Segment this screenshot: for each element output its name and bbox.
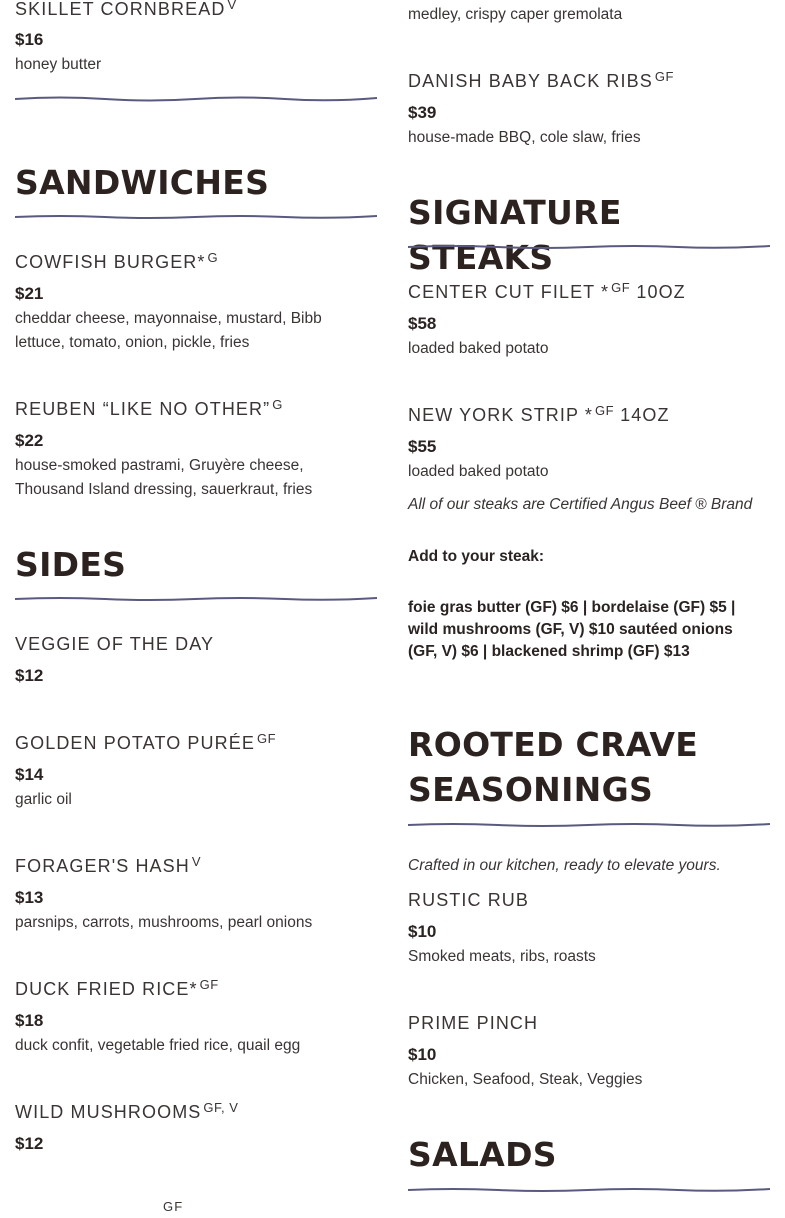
section-divider	[15, 95, 377, 103]
item-price-golden-potato-puree: $14	[15, 765, 44, 784]
item-name-prime-pinch: PRIME PINCH	[408, 1013, 539, 1033]
add-to-steak-label: Add to your steak:	[408, 548, 545, 565]
item-price-veggie-of-the-day: $12	[15, 666, 44, 685]
item-price-rustic-rub: $10	[408, 922, 437, 941]
item-name-danish-baby-back-ribs: DANISH BABY BACK RIBS $^{GF}$	[408, 69, 674, 91]
section-divider	[408, 821, 770, 829]
section-title-sandwiches: SANDWICHES	[15, 163, 270, 202]
section-title-salads: SALADS	[408, 1135, 557, 1174]
item-price-cowfish-burger: $21	[15, 284, 44, 303]
section-title-rooted-crave-seasonings: ROOTED CRAVE SEASONINGS	[408, 725, 699, 809]
item-name-wild-mushrooms: WILD MUSHROOMS $^{GF, V}$	[15, 1100, 239, 1122]
item-desc-new-york-strip: loaded baked potato	[408, 463, 549, 480]
item-desc-foragers-hash: parsnips, carrots, mushrooms, pearl onions	[15, 914, 313, 931]
item-desc-reuben: house-smoked pastrami, Gruyère cheese, Thousand Island dressing, sauerkraut, fries	[15, 457, 313, 498]
item-price-new-york-strip: $55	[408, 437, 437, 456]
section-title-sides: SIDES	[15, 545, 127, 584]
item-price-center-cut-filet: $58	[408, 314, 437, 333]
item-price-skillet-cornbread: $16	[15, 30, 44, 49]
item-desc-prime-pinch: Chicken, Seafood, Steak, Veggies	[408, 1071, 643, 1088]
section-divider	[408, 1186, 770, 1194]
item-name-reuben: REUBEN “LIKE NO OTHER” $^G$	[15, 397, 283, 419]
section-divider	[15, 213, 377, 221]
item-desc-cutoff-top: medley, crispy caper gremolata	[408, 6, 623, 23]
item-price-prime-pinch: $10	[408, 1045, 437, 1064]
item-desc-skillet-cornbread: honey butter	[15, 56, 102, 73]
item-name-skillet-cornbread: SKILLET CORNBREAD $^V$	[15, 0, 237, 19]
steak-angus-note: All of our steaks are Certified Angus Beef ® Brand	[408, 496, 753, 513]
item-name-duck-fried-rice: DUCK FRIED RICE* $^{GF}$	[15, 977, 219, 999]
item-desc-danish-baby-back-ribs: house-made BBQ, cole slaw, fries	[408, 129, 641, 146]
section-divider	[408, 243, 770, 251]
item-price-foragers-hash: $13	[15, 888, 44, 907]
item-price-wild-mushrooms: $12	[15, 1134, 44, 1153]
item-desc-center-cut-filet: loaded baked potato	[408, 340, 549, 357]
item-name-cowfish-burger: COWFISH BURGER* $^G$	[15, 250, 219, 272]
item-name-rustic-rub: RUSTIC RUB	[408, 890, 530, 910]
item-name-new-york-strip: NEW YORK STRIP * $^{GF}$ 14OZ	[408, 403, 670, 425]
item-tag-cutoff: GF	[163, 1199, 184, 1214]
item-name-center-cut-filet: CENTER CUT FILET * $^{GF}$ 10OZ	[408, 280, 686, 302]
item-desc-golden-potato-puree: garlic oil	[15, 791, 72, 808]
seasonings-tagline: Crafted in our kitchen, ready to elevate yours.	[408, 857, 721, 874]
item-price-danish-baby-back-ribs: $39	[408, 103, 437, 122]
section-divider	[15, 595, 377, 603]
steak-addons-list: foie gras butter (GF) $6 | bordelaise (GF) $5 | wild mushrooms (GF, V) $10 sautéed onions (GF, V) $6 | blackened shrimp (GF) $13	[408, 599, 736, 660]
item-price-reuben: $22	[15, 431, 44, 450]
item-name-veggie-of-the-day: VEGGIE OF THE DAY	[15, 634, 215, 654]
item-name-golden-potato-puree: GOLDEN POTATO PURÉE $^{GF}$	[15, 731, 277, 753]
item-desc-cowfish-burger: cheddar cheese, mayonnaise, mustard, Bibb lettuce, tomato, onion, pickle, fries	[15, 310, 322, 351]
item-name-foragers-hash: FORAGER'S HASH $^V$	[15, 854, 202, 876]
section-title-signature-steaks: SIGNATURE STEAKS	[408, 193, 622, 277]
item-desc-duck-fried-rice: duck confit, vegetable fried rice, quail egg	[15, 1037, 301, 1054]
item-price-duck-fried-rice: $18	[15, 1011, 44, 1030]
item-desc-rustic-rub: Smoked meats, ribs, roasts	[408, 948, 596, 965]
